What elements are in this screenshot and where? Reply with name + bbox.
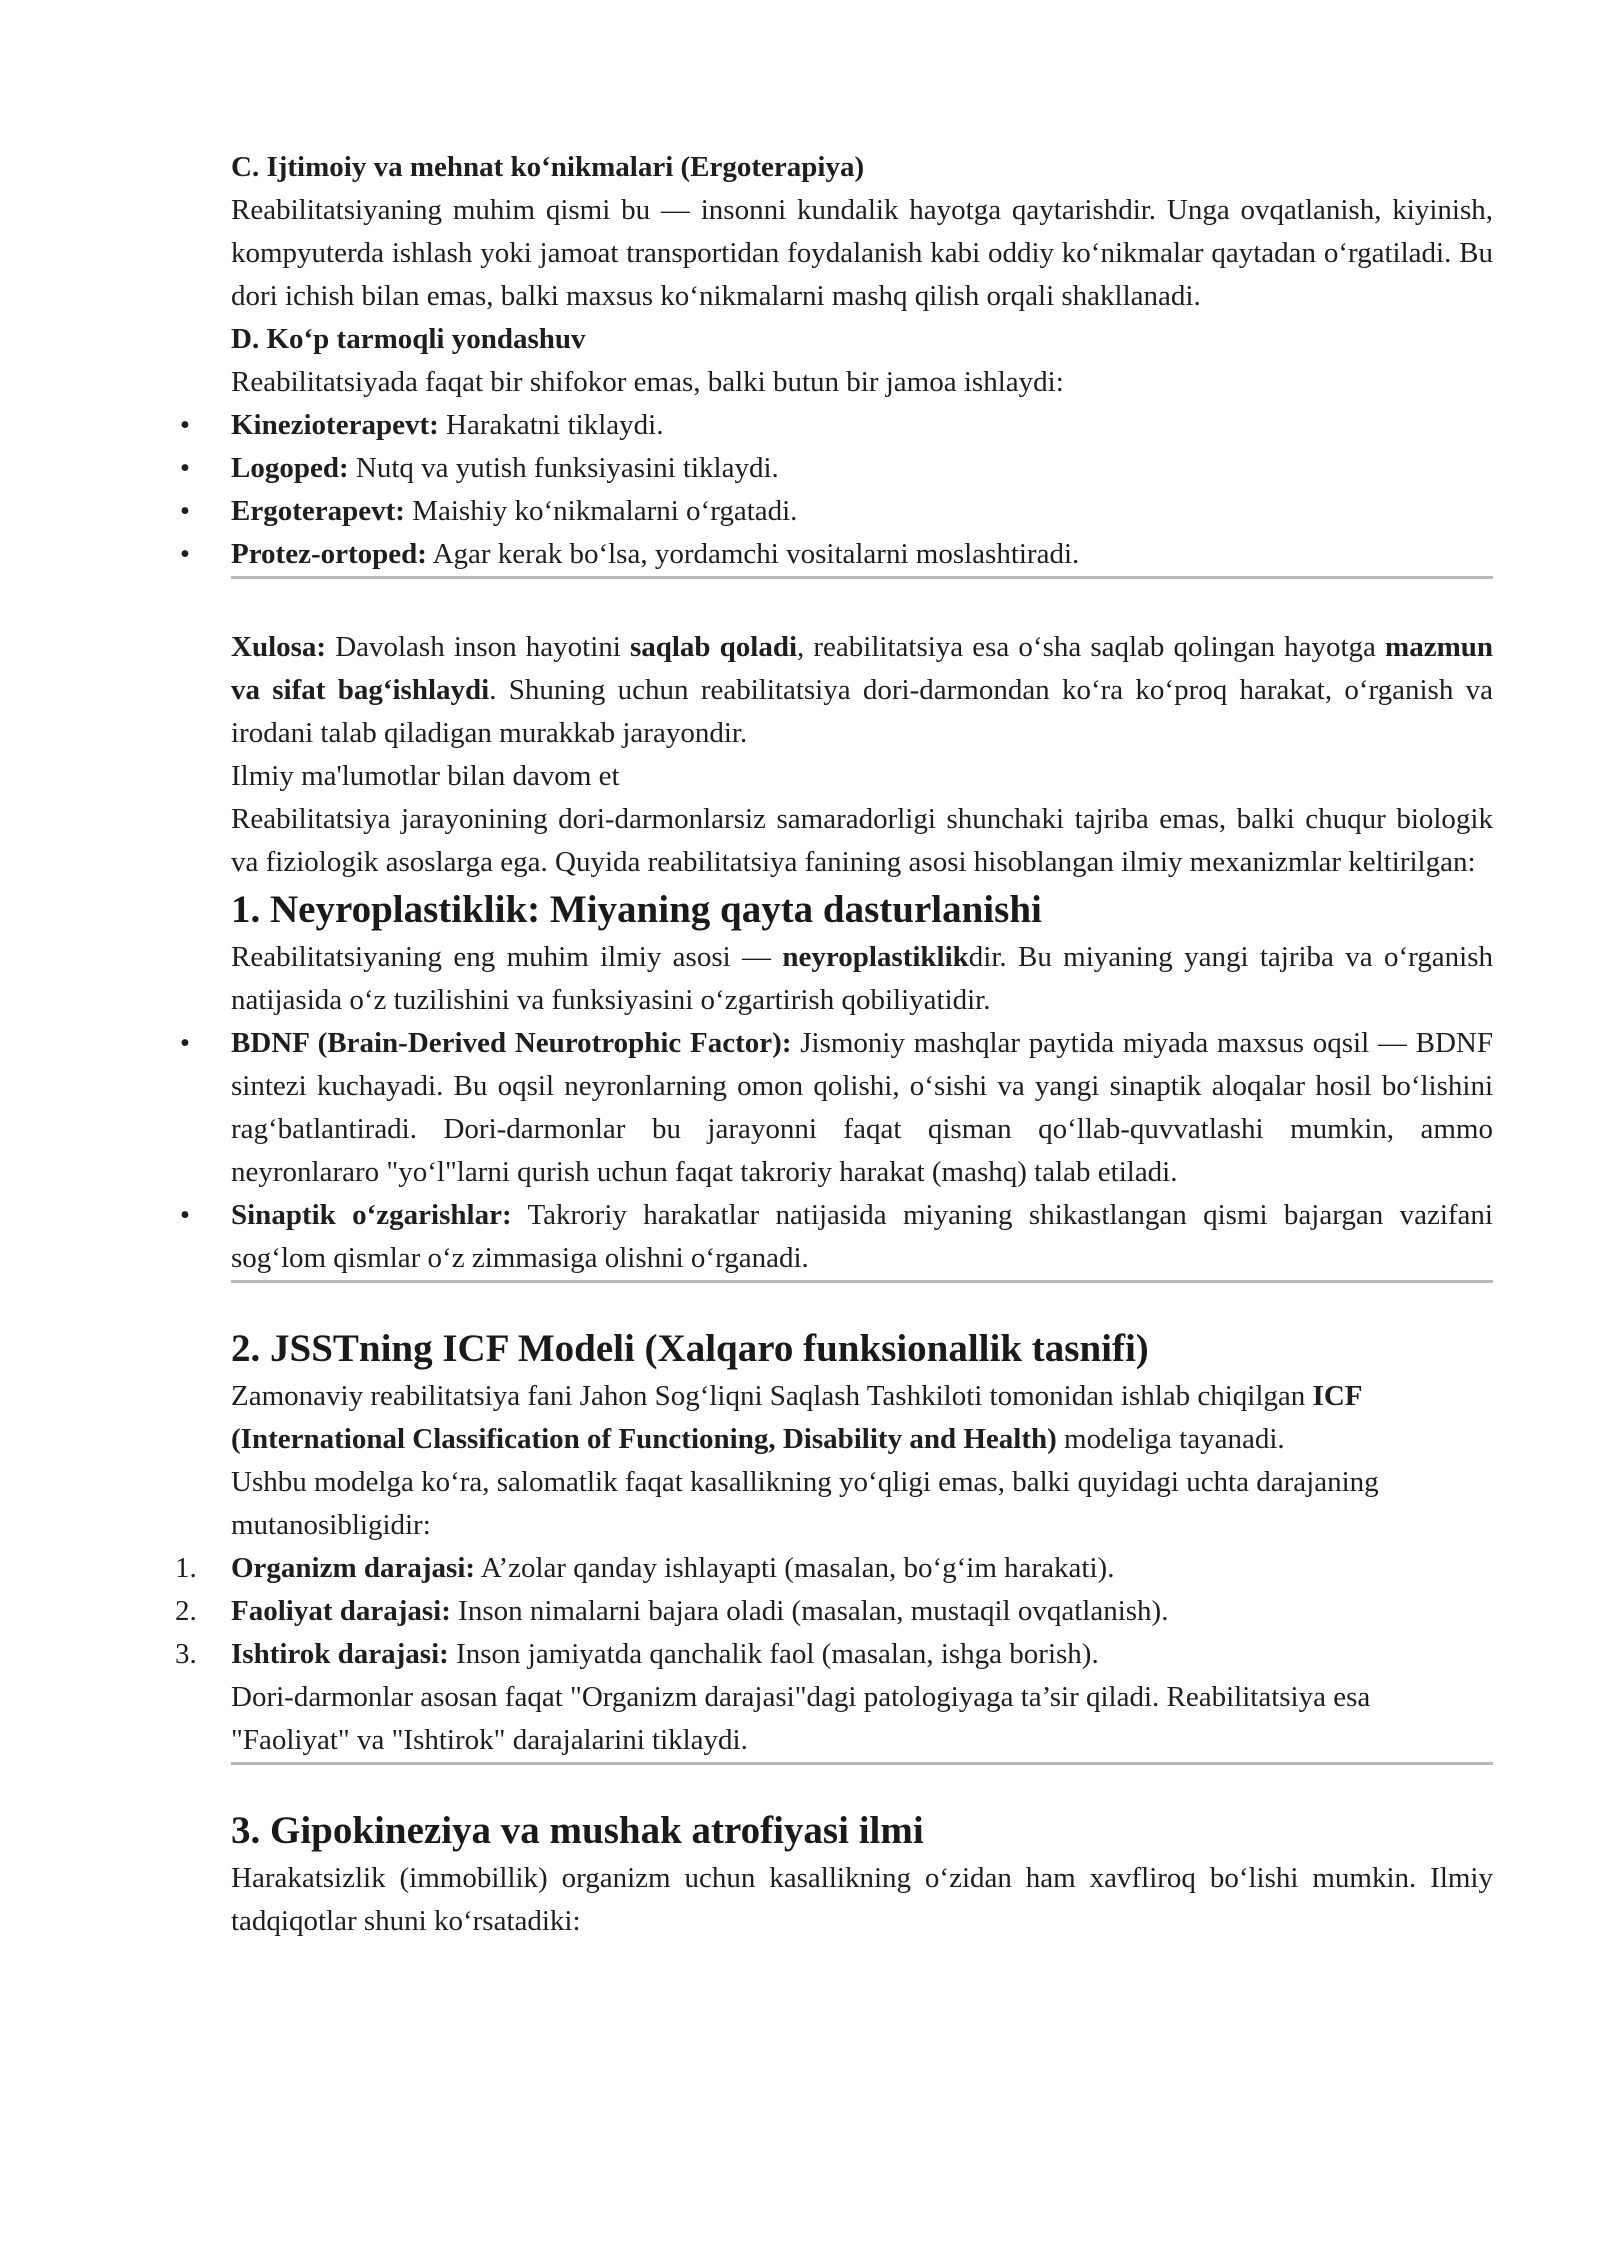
bullet-icon: • xyxy=(179,452,191,484)
conclusion-label: Xulosa: xyxy=(231,631,327,663)
conclusion-text: . Shuning uchun reabilitatsiya dori-darmondan ko‘ra ko‘proq harakat, o‘rganish va irodani talab qiladigan murakkab jarayondir. xyxy=(231,674,1493,749)
icf-levels-list xyxy=(175,1547,1493,1676)
section-2-heading: 2. JSSTning ICF Modeli (Xalqaro funksionallik tasnifi) xyxy=(231,1327,1149,1370)
bullet-icon: • xyxy=(179,495,191,527)
bullet-icon: • xyxy=(179,1027,191,1059)
mechanisms-intro: Reabilitatsiya jarayonining dori-darmonlarsiz samaradorligi shunchaki tajriba emas, balki chuqur biologik va fiziologik asoslarga ega. Quyida reabilitatsiya fanining asosi hisoblangan ilmiy mexanizmlar keltirilgan: xyxy=(231,803,1493,878)
conclusion-emphasis: mazmun va sifat bag‘ishlaydi xyxy=(231,631,1493,706)
list-item-text: Inson nimalarni bajara oladi (masalan, mustaqil ovqatlanish). xyxy=(450,1595,1169,1627)
section-1-text: dir. Bu miyaning yangi tajriba va o‘rganish natijasida o‘z tuzilishini va funksiyasini o‘zgartirish qobiliyatidir. xyxy=(231,941,1493,1016)
list-item-term: Logoped: xyxy=(231,452,349,484)
team-list xyxy=(179,404,1493,576)
section-3-heading: 3. Gipokineziya va mushak atrofiyasi ilmi xyxy=(231,1809,924,1852)
list-number: 1. xyxy=(175,1552,197,1584)
list-item-text: Agar kerak bo‘lsa, yordamchi vositalarni moslashtiradi. xyxy=(426,538,1080,570)
section-2-text: Zamonaviy reabilitatsiya fani Jahon Sog‘liqni Saqlash Tashkiloti tomonidan ishlab chiqilgan xyxy=(231,1380,1313,1412)
list-item-term: Kinezioterapevt: xyxy=(231,409,439,441)
section-1-paragraph xyxy=(231,936,1493,1022)
conclusion-text: , reabilitatsiya esa o‘sha saqlab qolingan hayotga xyxy=(797,631,1386,663)
list-item-text: Harakatni tiklaydi. xyxy=(438,409,664,441)
list-item-text: Takroriy harakatlar natijasida miyaning shikastlangan qismi bajargan vazifani sog‘lom qismlar o‘z zimmasiga olishni o‘rganadi. xyxy=(231,1199,1493,1274)
list-item-text: Nutq va yutish funksiyasini tiklaydi. xyxy=(348,452,779,484)
section-1-text: Reabilitatsiyaning eng muhim ilmiy asosi — xyxy=(231,941,783,973)
section-d-heading: D. Ko‘p tarmoqli yondashuv xyxy=(231,323,586,355)
section-3-paragraph: Harakatsizlik (immobillik) organizm uchun kasallikning o‘zidan ham xavfliroq bo‘lishi mumkin. Ilmiy tadqiqotlar shuni ko‘rsatadiki: xyxy=(231,1862,1493,1937)
list-item-term: Ishtirok darajasi: xyxy=(231,1638,449,1670)
text-column xyxy=(175,146,1493,1943)
mechanism-list xyxy=(179,1022,1493,1280)
section-2-paragraph xyxy=(231,1375,1493,1461)
list-number: 2. xyxy=(175,1595,197,1627)
list-number: 3. xyxy=(175,1638,197,1670)
conclusion-emphasis: saqlab qoladi xyxy=(629,631,798,663)
list-item xyxy=(179,1022,1493,1194)
list-item-term: Organizm darajasi: xyxy=(231,1552,476,1584)
list-item-text: A’zolar qanday ishlayapti (masalan, bo‘g‘im harakati). xyxy=(475,1552,1115,1584)
list-item-term: BDNF (Brain-Derived Neurotrophic Factor): xyxy=(231,1027,792,1059)
list-item xyxy=(175,1590,1493,1633)
list-item-text: Maishiy ko‘nikmalarni o‘rgatadi. xyxy=(404,495,798,527)
list-item-term: Sinaptik o‘zgarishlar: xyxy=(231,1199,512,1231)
bullet-icon: • xyxy=(179,409,191,441)
list-item-term: Protez-ortoped: xyxy=(231,538,427,570)
section-d-intro: Reabilitatsiyada faqat bir shifokor emas, balki butun bir jamoa ishlaydi: xyxy=(231,366,1064,398)
bullet-icon: • xyxy=(179,1199,191,1231)
list-item xyxy=(179,533,1493,576)
list-item-term: Ergoterapevt: xyxy=(231,495,405,527)
section-2-closing: Dori-darmonlar asosan faqat "Organizm darajasi"dagi patologiyaga ta’sir qiladi. Reabilitatsiya esa "Faoliyat" va "Ishtirok" darajalarini tiklaydi. xyxy=(231,1681,1371,1756)
conclusion-text: Davolash inson hayotini xyxy=(326,631,630,663)
section-1-emphasis: neyroplastiklik xyxy=(782,941,969,973)
section-c-body: Reabilitatsiyaning muhim qismi bu — insonni kundalik hayotga qaytarishdir. Unga ovqatlanish, kiyinish, kompyuterda ishlash yoki jamoat transportidan foydalanish kabi oddiy ko‘nikmalar qaytadan o‘rgatiladi. Bu dori ichish bilan emas, balki maxsus ko‘nikmalarni mashq qilish orqali shakllanadi. xyxy=(231,194,1493,312)
list-item xyxy=(179,447,1493,490)
list-item xyxy=(179,490,1493,533)
continue-line: Ilmiy ma'lumotlar bilan davom et xyxy=(231,760,620,792)
list-item xyxy=(175,1547,1493,1590)
bullet-icon: • xyxy=(179,538,191,570)
section-1-heading: 1. Neyroplastiklik: Miyaning qayta dasturlanishi xyxy=(231,888,1042,931)
list-item-text: Jismoniy mashqlar paytida miyada maxsus oqsil — BDNF sintezi kuchayadi. Bu oqsil neyronlarning omon qolishi, o‘sishi va yangi sinaptik aloqalar hosil bo‘lishini rag‘batlantiradi. Dori-darmonlar bu jarayonni faqat qisman qo‘llab-quvvatlashi mumkin, ammo neyronlararo "yo‘l"larni qurish uchun faqat takroriy harakat (mashq) talab etiladi. xyxy=(231,1027,1493,1188)
section-c-heading: C. Ijtimoiy va mehnat ko‘nikmalari (Ergoterapiya) xyxy=(231,151,865,183)
list-item xyxy=(175,1633,1493,1676)
section-2-text: modeliga tayanadi. xyxy=(1056,1423,1285,1455)
list-item xyxy=(179,404,1493,447)
section-2-emphasis: ICF (International Classification of Functioning, Disability and Health) xyxy=(231,1380,1362,1455)
conclusion-paragraph xyxy=(231,626,1493,755)
list-item-text: Inson jamiyatda qanchalik faol (masalan, ishga borish). xyxy=(448,1638,1099,1670)
list-item xyxy=(179,1194,1493,1280)
section-2-paragraph-2: Ushbu modelga ko‘ra, salomatlik faqat kasallikning yo‘qligi emas, balki quyidagi uchta darajaning mutanosibligidir: xyxy=(231,1466,1379,1541)
list-item-term: Faoliyat darajasi: xyxy=(231,1595,451,1627)
